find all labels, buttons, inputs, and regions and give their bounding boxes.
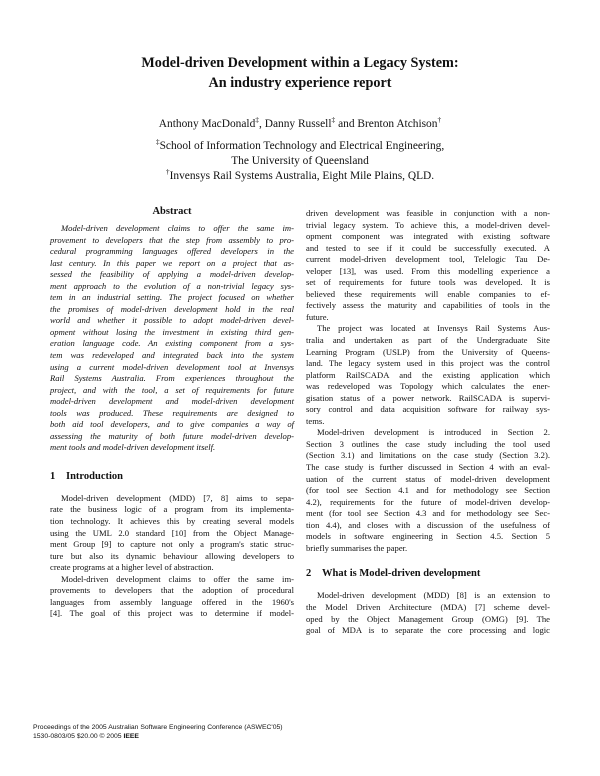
text-line: tion technology. It achieves this by creating several models	[50, 516, 294, 527]
text-line: tem was redeveloped and integrated back into the system	[50, 350, 294, 361]
text-line: briefly summarises the paper.	[306, 542, 408, 553]
author-separator: and	[335, 118, 358, 130]
footer-line-2	[33, 732, 283, 741]
text-line: provement to developers that the step from assembly to pro-	[50, 234, 294, 245]
footer-line-1: Proceedings of the 2005 Australian Software Engineering Conference (ASWEC'05)	[33, 724, 283, 731]
text-line: tion 4.4), and closes with a discussion of the usefulness of	[306, 519, 550, 530]
text-line: and tested to see if it could be successfully executed. A	[306, 242, 550, 253]
author-2-mark: ‡	[331, 115, 336, 125]
text-line: using a current model-driven development tool at Invensys	[50, 361, 294, 372]
text-line: sory control and data acquisition software for railway sys-	[306, 404, 550, 415]
text-line: models in software engineering in Section 4.5. Section 5	[306, 531, 550, 542]
text-line: platform RailSCADA and the existing application which	[306, 369, 550, 380]
text-line: (Section 3.1) and limitations on the case study (Section 3.2).	[306, 450, 550, 461]
author-separator: ,	[259, 118, 265, 130]
section-1-number: 1	[50, 470, 56, 482]
affiliation-2-text: Invensys Rail Systems Australia, Eight Mile Plains, QLD.	[169, 170, 435, 182]
text-line: create programs at a higher level of abstraction.	[50, 562, 214, 573]
text-line: ment Group [9] to capture not only a program's static struc-	[50, 539, 294, 550]
text-line: driven development was feasible in conjunction with a non-	[306, 208, 550, 218]
text-line: land. The legacy system used in this project was the control	[306, 358, 550, 369]
text-line: the promises of model-driven development hold in the real	[50, 303, 294, 314]
text-line: (for tool see Section 4.1 and for methodology see Section	[306, 485, 550, 496]
text-line: opment without losing the investment in existing third gen-	[50, 326, 294, 337]
section-1-title: Introduction	[66, 470, 123, 482]
left-column	[50, 205, 294, 620]
title-line-2: An industry experience report	[208, 75, 392, 91]
text-line: goal of MDA is to separate the core processing and logic	[306, 625, 550, 636]
text-line: Learning Program (USLP) from the University of Queens-	[306, 346, 550, 357]
text-line: world and whether it possible to adopt model-driven devel-	[50, 315, 294, 326]
affiliation-2-line-1	[60, 169, 540, 184]
text-line: veloper [13], was used. From this modelling experience a	[306, 265, 550, 276]
text-line: using the UML 2.0 standard [10] from the Object Manage-	[50, 527, 294, 538]
text-line: 4.2), requirements for the future of model-driven develop-	[306, 496, 550, 507]
text-line: Model-driven development is introduced in Section 2.	[317, 427, 550, 438]
section-1-heading	[50, 470, 294, 484]
text-line: tools was produced. These requirements are designed to	[50, 407, 294, 418]
text-line: was redeveloped was Topology which calculates the ener-	[306, 381, 550, 392]
title-line-1: Model-driven Development within a Legacy System:	[141, 55, 459, 71]
text-line: The project was located at Invensys Rail Systems Aus-	[317, 323, 550, 334]
text-line: [4]. The goal of this project was to determine if model-	[50, 608, 294, 619]
text-line: uation of the current status of model-driven development	[306, 473, 550, 484]
section-2-title: What is Model-driven development	[322, 568, 481, 580]
section-2-number: 2	[306, 568, 312, 580]
affiliation-1-mark: ‡	[155, 137, 160, 147]
section-1-paragraph-2	[50, 574, 294, 620]
text-line: languages from assembly language offered in the 1960's	[50, 596, 294, 607]
text-line: gisation status of a power network. RailSCADA is supervi-	[306, 392, 550, 403]
author-2: Danny Russell	[264, 118, 332, 130]
right-column	[306, 208, 550, 637]
text-line: tems.	[306, 415, 325, 426]
text-line: sessed the feasibility of applying a model-driven develop-	[50, 269, 294, 280]
text-line: Model-driven development claims to offer the same im-	[61, 223, 294, 233]
text-line: provements to developers that the adoption of procedural	[50, 585, 294, 596]
proceedings-footer	[33, 723, 283, 741]
text-line: set of requirements for future tools was developed. It is	[306, 277, 550, 288]
text-line: the Model Driven Architecture (MDA) [7] scheme devel-	[306, 601, 550, 612]
text-line: last century. In this paper we report on a project that as-	[50, 257, 294, 268]
text-line: tralia and undertaken as part of the Undergraduate Site	[306, 335, 550, 346]
text-line: ment (for tool see Section 4.3 and for methodology see Sec-	[306, 508, 550, 519]
text-line: future.	[306, 311, 329, 322]
text-line: Section 3 outlines the case study including the tool used	[306, 438, 550, 449]
affiliation-1-text: School of Information Technology and Electrical Engineering,	[159, 140, 445, 152]
author-list	[60, 117, 540, 132]
text-line: Rail Systems Australia. From experiences throughout the	[50, 373, 294, 384]
abstract-heading: Abstract	[152, 206, 192, 217]
text-line: project, and with the tool, a set of requirements for future	[50, 384, 294, 395]
affiliation-2-mark: †	[165, 167, 170, 177]
text-line: fectively assess the maturity and capabilities of tools in the	[306, 300, 550, 311]
author-3: Brenton Atchison	[357, 118, 438, 130]
section-2-paragraph-1	[306, 590, 550, 636]
author-1-mark: ‡	[255, 115, 260, 125]
affiliation-1-line-2: The University of Queensland	[231, 155, 369, 167]
affiliation-1-line-1	[60, 139, 540, 154]
right-paragraph-3	[306, 427, 550, 554]
right-paragraph-2	[306, 323, 550, 427]
author-3-mark: †	[437, 115, 442, 125]
text-line: both aid tool developers, and to give companies a way of	[50, 419, 294, 430]
text-line: tem in an industrial setting. The project focused on whether	[50, 292, 294, 303]
text-line: model-driven development and model-driven development	[50, 396, 294, 407]
text-line: Model-driven development (MDD) [7, 8] aims to sepa-	[61, 492, 294, 503]
text-line: believed these requirements will enable companies to ef-	[306, 288, 550, 299]
footer-copyright: 1530-0803/05 $20.00 © 2005	[33, 733, 124, 740]
text-line: eration language code. An existing component from a sys-	[50, 338, 294, 349]
text-line: opment component was integrated with existing software	[306, 231, 550, 242]
text-line: ment approach to the evolution of a non-trivial legacy sys-	[50, 280, 294, 291]
text-line: Model-driven development (MDD) [8] is an extension to	[317, 590, 550, 601]
author-1: Anthony MacDonald	[158, 118, 256, 130]
text-line: ture but also its dynamic behaviour allowing developers to	[50, 550, 294, 561]
paper-title	[60, 53, 540, 93]
text-line: assessing the maturity of both future model-driven develop-	[50, 430, 294, 441]
text-line: trivial legacy system. To achieve this, a model-driven devel-	[306, 219, 550, 230]
author-line	[60, 117, 540, 132]
text-line: ment tools and model-driven development itself.	[50, 442, 216, 453]
right-paragraph-1	[306, 208, 550, 323]
section-2-heading	[306, 567, 550, 581]
affiliations	[60, 139, 540, 184]
text-line: cedural programming languages offered developers in the	[50, 246, 294, 257]
text-line: rate the business logic of a program from its implementa-	[50, 504, 294, 515]
text-line: The case study is further discussed in Section 4 with an eval-	[306, 462, 550, 473]
section-1-paragraph-1	[50, 493, 294, 574]
abstract-body	[50, 223, 294, 454]
text-line: current model-driven development tool, Telelogic Tau De-	[306, 254, 550, 265]
ieee-logo-text: IEEE	[123, 733, 139, 740]
text-line: Model-driven development claims to offer the same im-	[61, 573, 294, 584]
text-line: oped by the Object Management Group (OMG) [9]. The	[306, 613, 550, 624]
